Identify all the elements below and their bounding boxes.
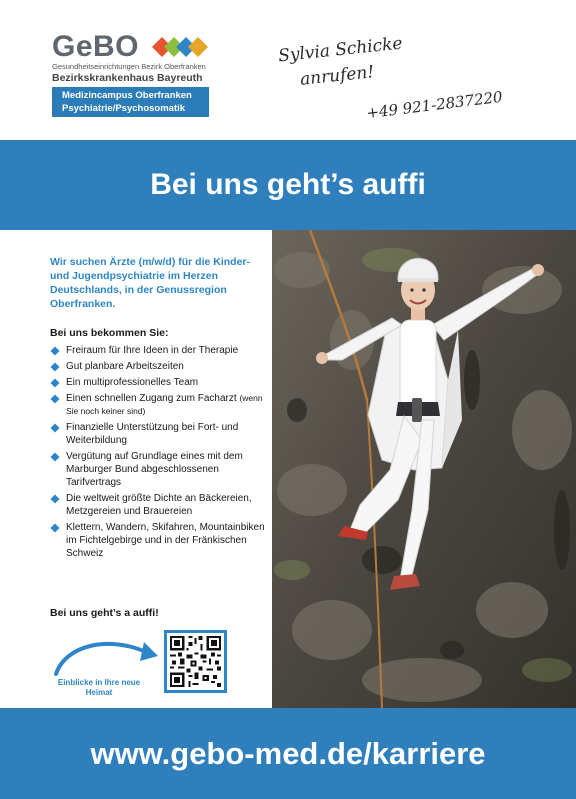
benefit-text: Vergütung auf Grundlage eines mit dem Marburger Bund abgeschlossenen Tarifvertrags [66, 451, 243, 488]
diamond-bullet-icon [50, 423, 59, 432]
benefits-list [50, 344, 270, 563]
footer-band [0, 708, 576, 799]
handwritten-name: Sylvia Schicke [277, 33, 404, 67]
content-column [0, 230, 272, 708]
title-band [0, 140, 576, 230]
climber-photo [272, 230, 576, 708]
logo-wordmark: GeBO [52, 30, 140, 63]
qr-code-icon [170, 636, 221, 687]
benefit-text: Freiraum für Ihre Ideen in der Therapie [66, 345, 239, 356]
diamond-bullet-icon [50, 346, 59, 355]
intro-text: Wir suchen Ärzte (m/w/d) für die Kinder- und Jugendpsychiatrie im Herzen Deutschlands, in der Genussregion Oberfranken. [50, 256, 251, 310]
climber-illustration [272, 230, 576, 708]
closing-line: Bei uns geht’s a auffi! [50, 607, 159, 619]
diamond-bullet-icon [50, 362, 59, 371]
diamond-bullet-icon [50, 378, 59, 387]
benefit-item [50, 344, 270, 357]
logo-diamonds-icon [140, 34, 210, 60]
benefit-text: Die weltweit größte Dichte an Bäckereien, Metzgereien und Brauereien [66, 493, 252, 517]
benefit-note: (wenn Sie noch keiner sind) [66, 393, 263, 416]
campus-line-2: Psychiatrie/Psychosomatik [62, 103, 186, 114]
benefit-item [50, 492, 270, 518]
qr-code[interactable] [164, 630, 227, 693]
benefit-item [50, 521, 270, 560]
benefits-heading: Bei uns bekommen Sie: [50, 327, 169, 339]
benefit-text: Einen schnellen Zugang zum Facharzt [66, 393, 237, 404]
benefit-item [50, 360, 270, 373]
benefit-item [50, 376, 270, 389]
diamond-bullet-icon [50, 394, 59, 403]
benefit-item [50, 392, 270, 418]
handwritten-note: anrufen! [299, 62, 376, 90]
benefit-item [50, 450, 270, 489]
logo-subtitle: Gesundheitseinrichtungen Bezirk Oberfranken [52, 62, 206, 71]
benefit-text: Ein multiprofessionelles Team [66, 377, 199, 388]
handwritten-phone: +49 921-2837220 [365, 87, 504, 123]
campus-line-1: Medizincampus Oberfranken [62, 90, 192, 101]
header [0, 0, 576, 140]
footer-url[interactable]: www.gebo-med.de/karriere [90, 735, 486, 771]
hospital-name: Bezirkskrankenhaus Bayreuth [52, 72, 203, 84]
benefit-text: Gut planbare Arbeitszeiten [66, 361, 184, 372]
benefit-text: Finanzielle Unterstützung bei Fort- und Weiterbildung [66, 422, 239, 446]
campus-badge [52, 87, 209, 117]
benefit-item [50, 421, 270, 447]
diamond-bullet-icon [50, 452, 59, 461]
diamond-bullet-icon [50, 523, 59, 532]
page-title: Bei uns geht’s auffi [150, 168, 426, 201]
benefit-text: Klettern, Wandern, Skifahren, Mountainbiken im Fichtelgebirge und in der Fränkischen Schweiz [66, 522, 265, 559]
qr-caption: Einblicke in Ihre neue Heimat [57, 678, 141, 697]
diamond-bullet-icon [50, 494, 59, 503]
